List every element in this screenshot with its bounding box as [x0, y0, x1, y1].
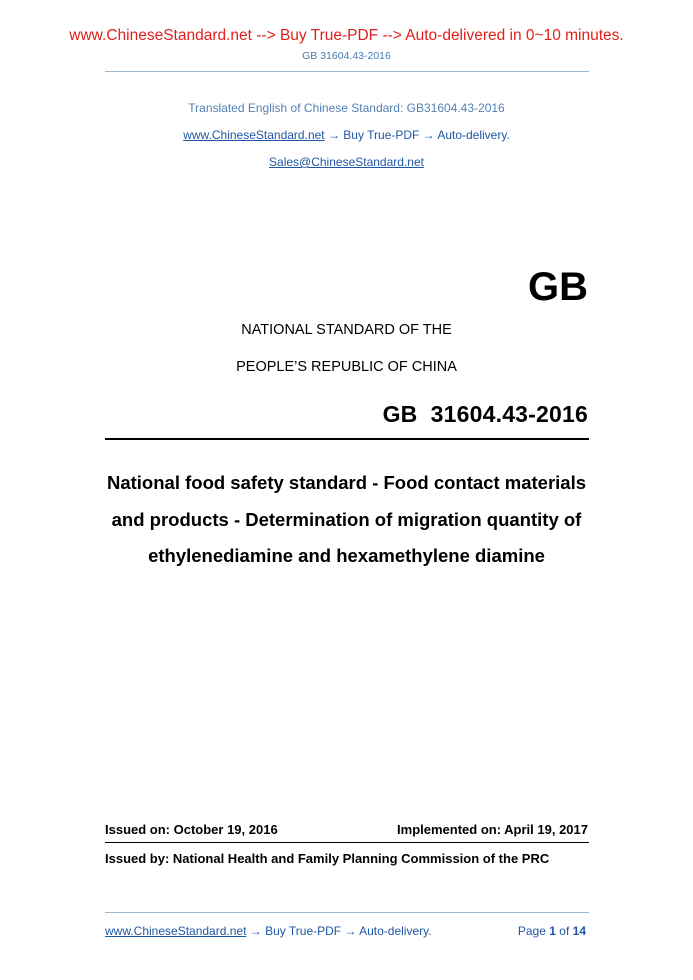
page-indicator — [518, 924, 586, 938]
site-line-rest: → Buy True-PDF → Auto-delivery. — [324, 128, 510, 142]
footer-divider — [105, 912, 589, 913]
footer-site-link[interactable]: www.ChineseStandard.net — [105, 924, 247, 938]
implemented-on: Implemented on: April 19, 2017 — [397, 822, 588, 837]
translated-notice: Translated English of Chinese Standard: GB31604.43-2016 — [188, 101, 505, 115]
dates-divider — [105, 842, 589, 843]
issued-by: Issued by: National Health and Family Planning Commission of the PRC — [105, 851, 550, 866]
issued-on: Issued on: October 19, 2016 — [105, 822, 278, 837]
footer-site-line — [105, 924, 432, 938]
footer-site-rest: → Buy True-PDF → Auto-delivery. — [246, 924, 432, 938]
title-divider — [105, 438, 589, 440]
national-standard-line: NATIONAL STANDARD OF THE — [241, 322, 452, 338]
standard-number: GB 31604.43-2016 — [382, 401, 588, 427]
title-line-1: National food safety standard - Food contact materials — [106, 472, 587, 493]
sales-email-link[interactable]: Sales@ChineseStandard.net — [269, 155, 424, 169]
page-label: Page — [517, 924, 546, 938]
page-total: 14 — [572, 924, 586, 938]
page-current: 1 — [549, 924, 556, 938]
top-banner: www.ChineseStandard.net --> Buy True-PDF --> Auto-delivered in 0~10 minutes. — [69, 27, 624, 44]
title-line-3: ethylenediamine and hexamethylene diamine — [148, 545, 545, 566]
site-line — [0, 128, 693, 142]
prc-line: PEOPLE’S REPUBLIC OF CHINA — [236, 359, 457, 375]
title-line-2: and products - Determination of migration quantity of — [111, 509, 582, 530]
header-standard-code: GB 31604.43-2016 — [302, 50, 391, 62]
page-of: of — [559, 924, 570, 938]
header-divider — [105, 71, 589, 72]
site-link[interactable]: www.ChineseStandard.net — [183, 128, 325, 142]
gb-mark: GB — [528, 265, 588, 309]
sales-line — [0, 155, 693, 169]
